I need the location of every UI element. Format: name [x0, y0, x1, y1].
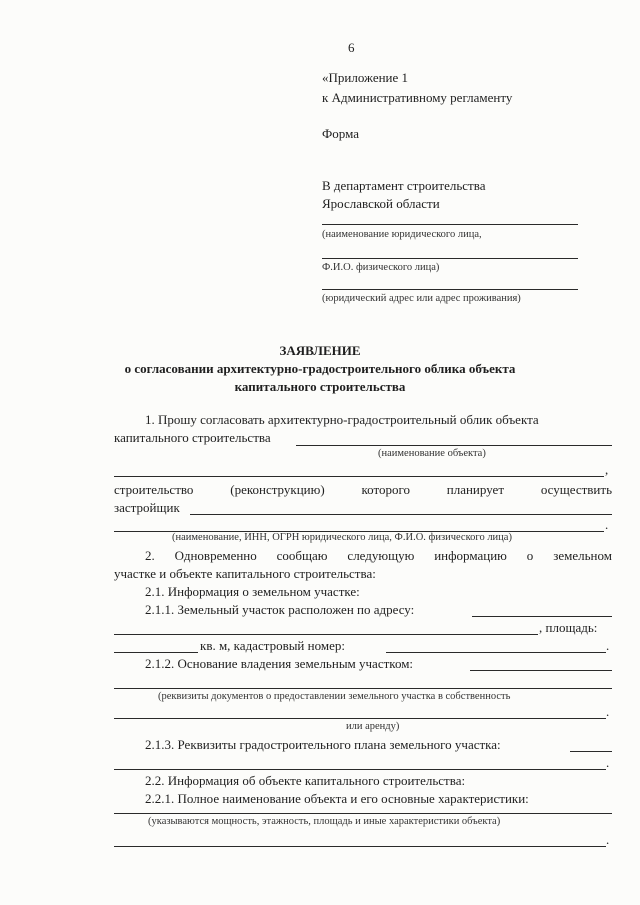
p2-1-3: 2.1.3. Реквизиты градостроительного плана земельного участка: — [145, 737, 501, 752]
page-number: 6 — [348, 40, 355, 55]
object-chars-field[interactable] — [114, 813, 612, 814]
word-construction: строительство — [114, 482, 194, 497]
p2-word-6: о — [526, 548, 534, 563]
addressee-caption-1: (наименование юридического лица, — [322, 229, 482, 240]
p2-2-1: 2.2.1. Полное наименование объекта и его основные характеристики: — [145, 791, 529, 806]
word-which: которого — [361, 482, 410, 497]
address-field[interactable] — [472, 616, 612, 617]
annex-line-2: к Административному регламенту — [322, 90, 513, 105]
p2-word-3: сообщаю — [276, 548, 328, 563]
dot-2: . — [606, 638, 610, 653]
dot-1: . — [605, 517, 609, 532]
dot-4: . — [606, 755, 610, 770]
addressee-field-line-3[interactable] — [322, 289, 578, 290]
p2-word-1: 2. — [145, 548, 155, 563]
address-field-2[interactable] — [114, 634, 538, 635]
document-subtitle-2: капитального строительства — [234, 379, 406, 394]
annex-line-1: «Приложение 1 — [322, 70, 409, 85]
word-carry-out: осуществить — [540, 482, 612, 497]
addressee-caption-2: Ф.И.О. физического лица) — [322, 262, 440, 273]
word-plans: планирует — [446, 482, 505, 497]
p2-word-2: Одновременно — [174, 548, 257, 563]
cadastral-number-field[interactable] — [386, 652, 606, 653]
addressee-field-line-1[interactable] — [322, 224, 578, 225]
p2-line-1 — [145, 548, 612, 564]
basis-field-2[interactable] — [114, 688, 612, 689]
sqm-cadastral-label: кв. м, кадастровый номер: — [200, 638, 345, 653]
p2-1-1: 2.1.1. Земельный участок расположен по адресу: — [145, 602, 415, 617]
object-name-field-2[interactable] — [114, 476, 604, 477]
gpzu-field-2[interactable] — [114, 769, 606, 770]
object-chars-caption: (указываются мощность, этажность, площадь и иные характеристики объекта) — [148, 816, 501, 827]
addressee-line-1: В департамент строительства — [322, 178, 486, 193]
p1-line-2: капитального строительства — [114, 430, 271, 445]
addressee-field-line-2[interactable] — [322, 258, 578, 259]
basis-field[interactable] — [470, 670, 612, 671]
developer-caption: (наименование, ИНН, ОГРН юридического лица, Ф.И.О. физического лица) — [172, 532, 512, 543]
p2-word-5: информацию — [434, 548, 507, 563]
developer-field[interactable] — [190, 514, 612, 515]
document-subtitle-1: о согласовании архитектурно-градостроительного облика объекта — [124, 361, 516, 376]
p2-2: 2.2. Информация об объекте капитального строительства: — [145, 773, 466, 788]
object-name-field[interactable] — [296, 445, 612, 446]
p1-line-1: 1. Прошу согласовать архитектурно-градостроительный облик объекта — [145, 412, 539, 427]
basis-caption-1: (реквизиты документов о предоставлении земельного участка в собственность — [158, 691, 511, 702]
addressee-line-2: Ярославской области — [322, 196, 440, 211]
p2-line-2: участке и объекте капитального строительства: — [114, 566, 376, 581]
basis-caption-2: или аренду) — [346, 721, 400, 732]
document-title: ЗАЯВЛЕНИЕ — [279, 343, 361, 358]
object-name-caption: (наименование объекта) — [378, 448, 486, 459]
area-field[interactable] — [114, 652, 198, 653]
addressee-caption-3: (юридический адрес или адрес проживания) — [322, 293, 521, 304]
area-label: , площадь: — [539, 620, 598, 635]
p2-1-2: 2.1.2. Основание владения земельным участком: — [145, 656, 414, 671]
p2-1: 2.1. Информация о земельном участке: — [145, 584, 360, 599]
construction-line — [114, 482, 612, 498]
word-reconstruction: (реконструкцию) — [230, 482, 325, 497]
form-label: Форма — [322, 126, 359, 141]
developer-label: застройщик — [114, 500, 180, 515]
comma: , — [605, 462, 609, 477]
p2-word-7: земельном — [553, 548, 612, 563]
object-chars-field-2[interactable] — [114, 846, 606, 847]
dot-5: . — [606, 832, 610, 847]
basis-field-3[interactable] — [114, 718, 606, 719]
gpzu-field[interactable] — [570, 751, 612, 752]
dot-3: . — [606, 704, 610, 719]
p2-word-4: следующую — [347, 548, 415, 563]
